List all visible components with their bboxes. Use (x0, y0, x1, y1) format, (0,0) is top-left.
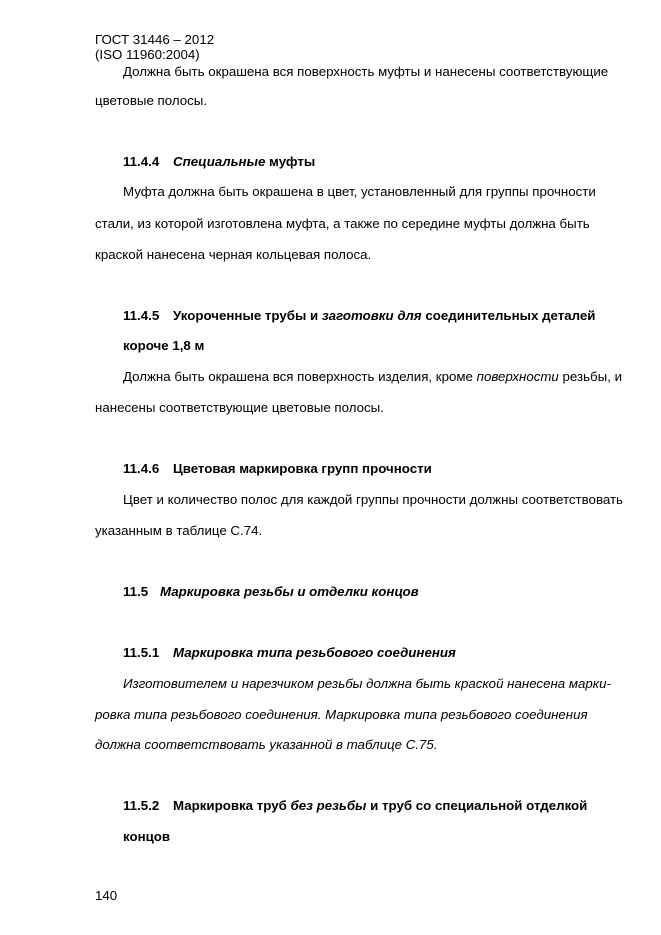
section-heading-11-4-4 (123, 154, 315, 170)
page-number: 140 (95, 888, 118, 903)
document-standard-code: ГОСТ 31446 – 2012 (95, 32, 215, 47)
section-title-italic: Маркировка резьбы и отделки концов (160, 584, 419, 599)
document-iso-reference: (ISO 11960:2004) (95, 47, 200, 62)
section-title-italic: без резьбы (290, 798, 367, 813)
section-title: Цветовая маркировка групп прочности (173, 461, 432, 476)
section-number: 11.4.5 (123, 308, 160, 323)
section-heading-11-5 (123, 584, 419, 600)
paragraph-line: ровка типа резьбового соединения. Маркировка типа резьбового соединения (95, 707, 588, 722)
text-run: Должна быть окрашена вся поверхность изделия, кроме (123, 369, 477, 384)
paragraph-line (123, 369, 622, 385)
paragraph-line: краской нанесена черная кольцевая полоса. (95, 247, 372, 262)
section-title-italic: Маркировка типа резьбового соединения (173, 645, 456, 660)
paragraph-line: стали, из которой изготовлена муфта, а также по середине муфты должна быть (95, 216, 590, 231)
section-number: 11.4.4 (123, 154, 160, 169)
section-number: 11.4.6 (123, 461, 160, 476)
paragraph-line: указанным в таблице С.74. (95, 523, 263, 538)
section-title-part: и труб со специальной отделкой (366, 798, 588, 813)
section-heading-11-5-1 (123, 645, 456, 661)
paragraph-line: должна соответствовать указанной в таблице С.75. (95, 737, 438, 752)
paragraph-line: Должна быть окрашена вся поверхность муфты и нанесены соответствующие (123, 64, 609, 79)
section-heading-11-5-2 (123, 798, 587, 814)
section-title-part: Маркировка труб (173, 798, 291, 813)
section-title-part: соединительных деталей (421, 308, 596, 323)
paragraph-line: Изготовителем и нарезчиком резьбы должна быть краской нанесена марки- (123, 676, 611, 691)
section-heading-continuation: короче 1,8 м (123, 338, 205, 353)
section-title-part: Укороченные трубы и (173, 308, 322, 323)
paragraph-line: Муфта должна быть окрашена в цвет, установленный для группы прочности (123, 184, 596, 199)
text-run-italic: поверхности (476, 369, 559, 384)
section-heading-11-4-6 (123, 461, 432, 477)
section-number: 11.5 (123, 584, 149, 599)
paragraph-line: нанесены соответствующие цветовые полосы. (95, 400, 384, 415)
section-number: 11.5.2 (123, 798, 160, 813)
section-heading-continuation: концов (123, 829, 171, 844)
paragraph-line: цветовые полосы. (95, 93, 208, 108)
section-title-italic: Специальные (173, 154, 266, 169)
paragraph-line: Цвет и количество полос для каждой группы прочности должны соответствовать (123, 492, 623, 507)
section-number: 11.5.1 (123, 645, 160, 660)
section-title-rest: муфты (265, 154, 316, 169)
text-run: резьбы, и (558, 369, 623, 384)
section-title-italic: заготовки для (321, 308, 422, 323)
section-heading-11-4-5 (123, 308, 595, 324)
